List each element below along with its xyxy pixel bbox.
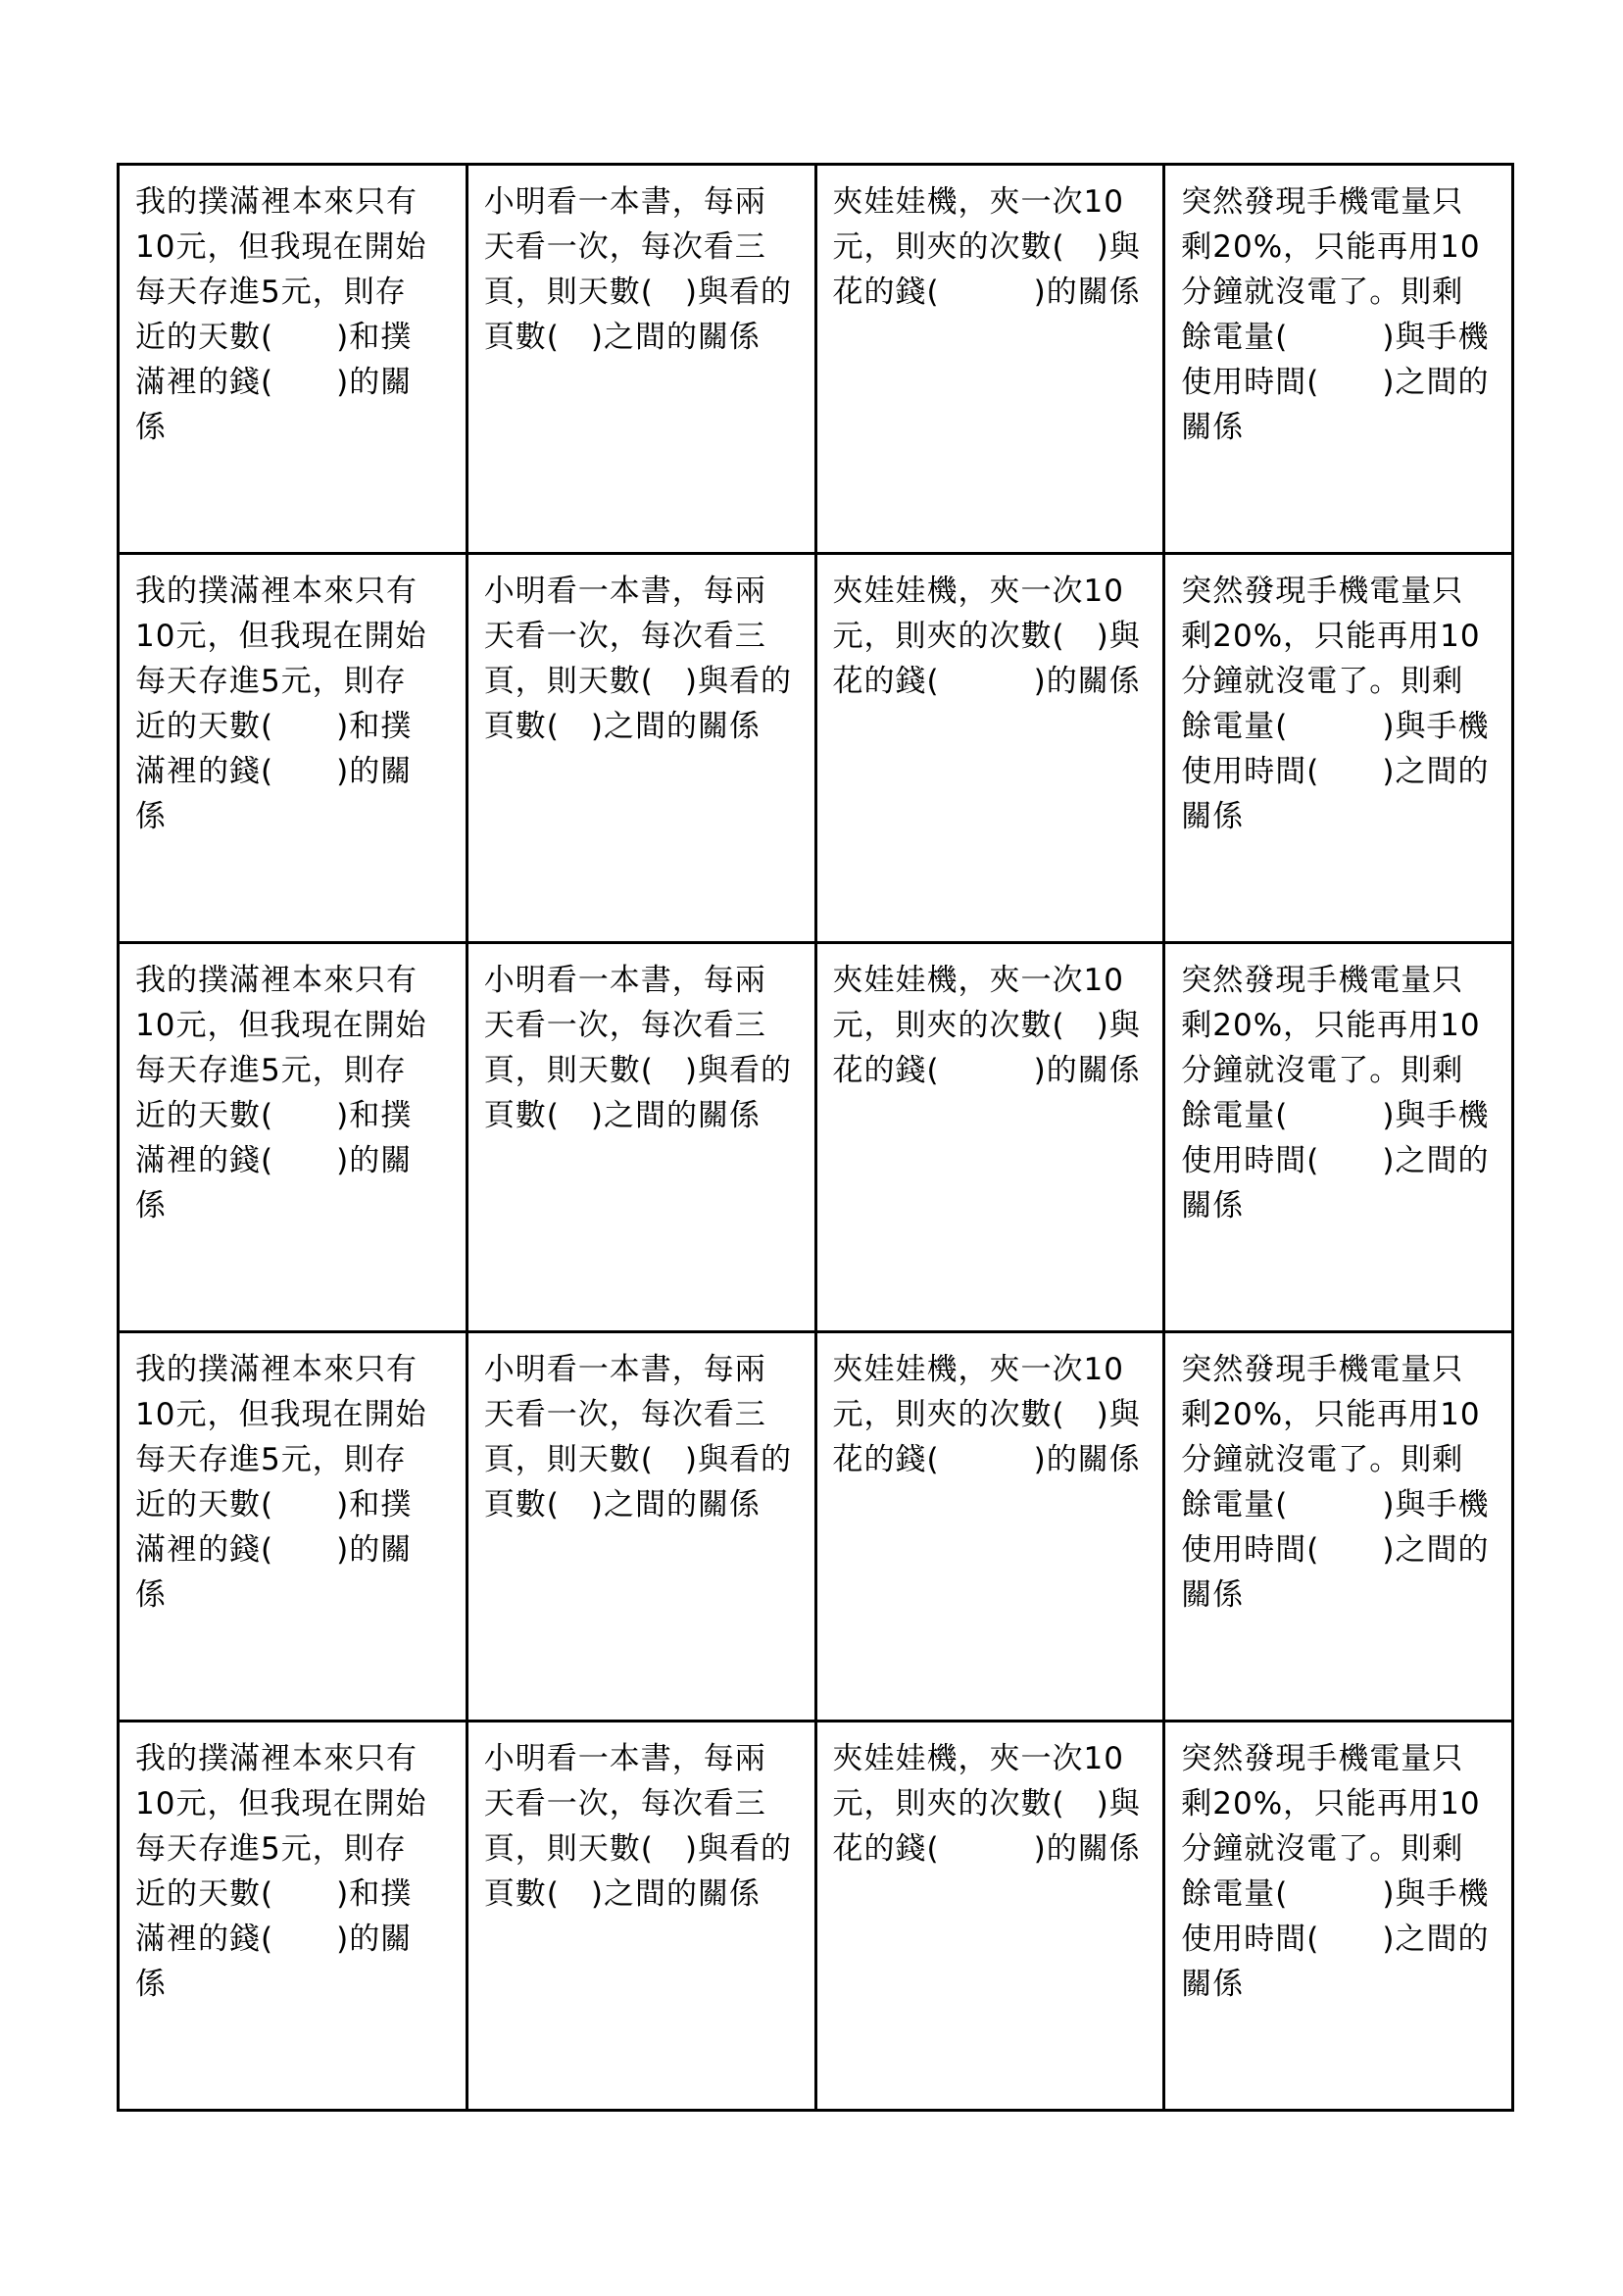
- worksheet-row: [119, 165, 1513, 554]
- piggy-bank-question-text: 我的撲滿裡本來只有 10元，但我現在開始 每天存進5元，則存 近的天數( )和撲 滿裡的錢( )的關 係: [135, 1352, 427, 1613]
- reading-question-text: 小明看一本書，每兩 天看一次，每次看三 頁，則天數( )與看的 頁數( )之間的關係: [483, 1741, 792, 1912]
- claw-machine-question-cell: [815, 943, 1164, 1332]
- claw-machine-question-text: 夾娃娃機，夾一次10 元，則夾的次數( )與 花的錢( )的關係: [832, 184, 1141, 310]
- reading-question-cell: [467, 1722, 815, 2111]
- piggy-bank-question-cell: [119, 554, 467, 943]
- piggy-bank-question-text: 我的撲滿裡本來只有 10元，但我現在開始 每天存進5元，則存 近的天數( )和撲 滿裡的錢( )的關 係: [135, 1741, 427, 2002]
- phone-battery-question-cell: [1164, 1722, 1513, 2111]
- worksheet-body: [119, 165, 1513, 2111]
- claw-machine-question-text: 夾娃娃機，夾一次10 元，則夾的次數( )與 花的錢( )的關係: [832, 1352, 1141, 1477]
- piggy-bank-question-cell: [119, 943, 467, 1332]
- reading-question-cell: [467, 943, 815, 1332]
- claw-machine-question-cell: [815, 554, 1164, 943]
- piggy-bank-question-text: 我的撲滿裡本來只有 10元，但我現在開始 每天存進5元，則存 近的天數( )和撲 滿裡的錢( )的關 係: [135, 574, 427, 834]
- piggy-bank-question-cell: [119, 1332, 467, 1722]
- reading-question-text: 小明看一本書，每兩 天看一次，每次看三 頁，則天數( )與看的 頁數( )之間的關係: [483, 184, 792, 355]
- phone-battery-question-text: 突然發現手機電量只 剩20%，只能再用10 分鐘就沒電了。則剩 餘電量( )與手機 使用時間( )之間的 關係: [1181, 1352, 1490, 1613]
- phone-battery-question-text: 突然發現手機電量只 剩20%，只能再用10 分鐘就沒電了。則剩 餘電量( )與手機 使用時間( )之間的 關係: [1181, 1741, 1490, 2002]
- worksheet-row: [119, 1332, 1513, 1722]
- worksheet-row: [119, 554, 1513, 943]
- reading-question-cell: [467, 165, 815, 554]
- phone-battery-question-text: 突然發現手機電量只 剩20%，只能再用10 分鐘就沒電了。則剩 餘電量( )與手機 使用時間( )之間的 關係: [1181, 574, 1490, 834]
- phone-battery-question-text: 突然發現手機電量只 剩20%，只能再用10 分鐘就沒電了。則剩 餘電量( )與手機 使用時間( )之間的 關係: [1181, 184, 1490, 445]
- phone-battery-question-cell: [1164, 1332, 1513, 1722]
- piggy-bank-question-cell: [119, 165, 467, 554]
- claw-machine-question-text: 夾娃娃機，夾一次10 元，則夾的次數( )與 花的錢( )的關係: [832, 963, 1141, 1088]
- phone-battery-question-cell: [1164, 943, 1513, 1332]
- piggy-bank-question-cell: [119, 1722, 467, 2111]
- phone-battery-question-cell: [1164, 554, 1513, 943]
- claw-machine-question-text: 夾娃娃機，夾一次10 元，則夾的次數( )與 花的錢( )的關係: [832, 574, 1141, 699]
- phone-battery-question-cell: [1164, 165, 1513, 554]
- reading-question-cell: [467, 1332, 815, 1722]
- piggy-bank-question-text: 我的撲滿裡本來只有 10元，但我現在開始 每天存進5元，則存 近的天數( )和撲 滿裡的錢( )的關 係: [135, 963, 427, 1223]
- claw-machine-question-cell: [815, 165, 1164, 554]
- phone-battery-question-text: 突然發現手機電量只 剩20%，只能再用10 分鐘就沒電了。則剩 餘電量( )與手機 使用時間( )之間的 關係: [1181, 963, 1490, 1223]
- claw-machine-question-cell: [815, 1332, 1164, 1722]
- reading-question-text: 小明看一本書，每兩 天看一次，每次看三 頁，則天數( )與看的 頁數( )之間的關係: [483, 963, 792, 1133]
- worksheet-row: [119, 1722, 1513, 2111]
- reading-question-text: 小明看一本書，每兩 天看一次，每次看三 頁，則天數( )與看的 頁數( )之間的關係: [483, 1352, 792, 1522]
- reading-question-cell: [467, 554, 815, 943]
- reading-question-text: 小明看一本書，每兩 天看一次，每次看三 頁，則天數( )與看的 頁數( )之間的關係: [483, 574, 792, 744]
- piggy-bank-question-text: 我的撲滿裡本來只有 10元，但我現在開始 每天存進5元，則存 近的天數( )和撲 滿裡的錢( )的關 係: [135, 184, 427, 445]
- claw-machine-question-cell: [815, 1722, 1164, 2111]
- claw-machine-question-text: 夾娃娃機，夾一次10 元，則夾的次數( )與 花的錢( )的關係: [832, 1741, 1141, 1867]
- worksheet-row: [119, 943, 1513, 1332]
- worksheet-table: [117, 163, 1514, 2112]
